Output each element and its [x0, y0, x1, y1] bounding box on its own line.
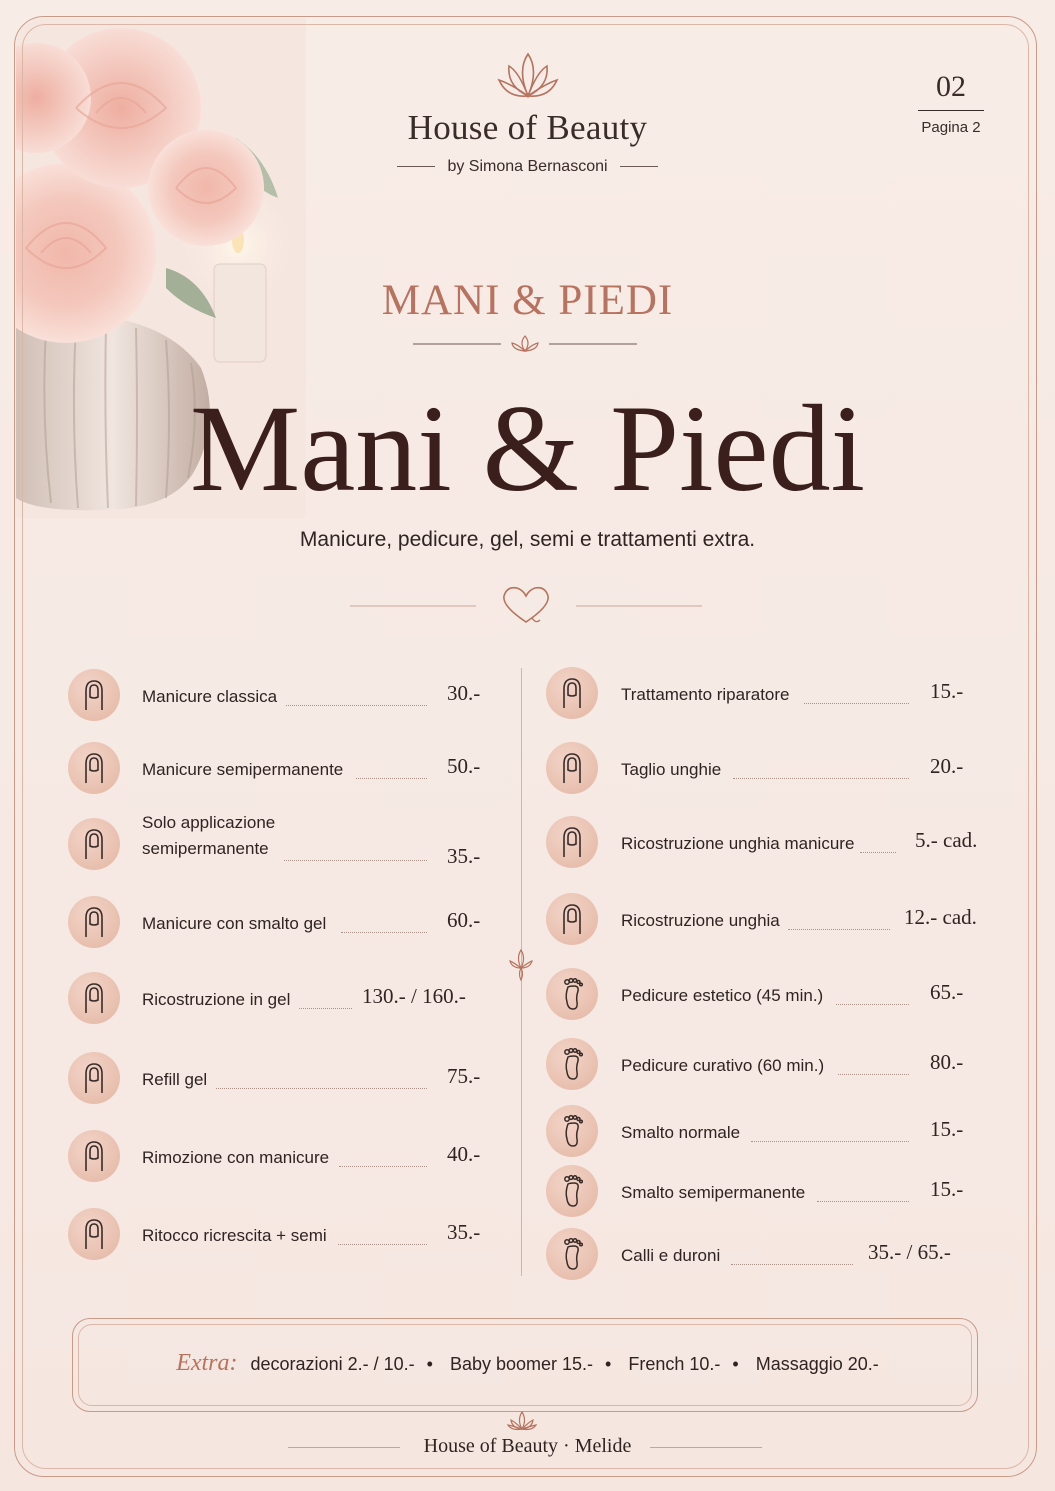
item-name: Ricostruzione unghia [621, 911, 780, 930]
item-name: Manicure con smalto gel [142, 914, 327, 933]
page-label: Pagina 2 [921, 119, 981, 136]
nail-icon [68, 1208, 120, 1260]
nail-icon [546, 667, 598, 719]
item-name: Smalto semipermanente [621, 1183, 806, 1202]
lotus-footer-icon [507, 1410, 537, 1437]
item-name: Refill gel [142, 1070, 208, 1089]
foot-icon [546, 1228, 598, 1280]
dot-leader [788, 929, 890, 930]
extra-item: decorazioni 2.- / 10.- [250, 1354, 415, 1374]
foot-icon [546, 1165, 598, 1217]
nail-icon [546, 742, 598, 794]
item-price: 20.- [930, 754, 964, 778]
item-price: 80.- [930, 1050, 964, 1074]
item-price: 130.- / 160.- [362, 984, 466, 1008]
nail-icon [68, 896, 120, 948]
dot-leader [299, 1008, 352, 1009]
item-name: Smalto normale [621, 1123, 741, 1142]
nail-icon [68, 742, 120, 794]
dot-leader [838, 1074, 909, 1075]
heart-divider-icon [350, 582, 702, 630]
dot-leader [356, 778, 427, 779]
extra-label: Extra: [176, 1350, 238, 1376]
brand-subtitle-text: by Simona Bernasconi [447, 158, 608, 175]
footer-text: House of Beauty · Melide [423, 1435, 632, 1457]
item-name: Ricostruzione unghia manicure [621, 834, 855, 853]
dot-leader [836, 1004, 909, 1005]
item-name: Trattamento riparatore [621, 685, 790, 704]
dot-leader [338, 1244, 427, 1245]
item-price: 15.- [930, 679, 964, 703]
item-price: 5.- cad. [915, 828, 978, 852]
item-price: 12.- cad. [904, 905, 977, 929]
item-price: 35.- / 65.- [868, 1240, 951, 1264]
nail-icon [68, 818, 120, 870]
dot-leader [284, 860, 427, 861]
dot-leader [733, 778, 909, 779]
brand-title: House of Beauty [407, 108, 648, 147]
extra-item: Massaggio 20.- [755, 1354, 879, 1374]
item-price: 35.- [447, 1220, 481, 1244]
nail-icon [546, 816, 598, 868]
item-price: 75.- [447, 1064, 481, 1088]
section-kicker: MANI & PIEDI [381, 277, 674, 324]
nail-icon [68, 669, 120, 721]
extra-item: Baby boomer 15.- [449, 1354, 594, 1374]
item-name: Solo applicazione [142, 813, 276, 832]
nail-icon [68, 1130, 120, 1182]
page-number-block [910, 70, 992, 136]
item-price: 50.- [447, 754, 481, 778]
dot-leader [804, 703, 909, 704]
item-price: 15.- [930, 1117, 964, 1141]
dot-leader [860, 852, 896, 853]
item-name: semipermanente [142, 839, 269, 858]
extra-item: French 10.- [628, 1354, 721, 1374]
item-price: 40.- [447, 1142, 481, 1166]
brand-subtitle [0, 158, 1055, 176]
lotus-logo-icon [497, 48, 559, 109]
lotus-divider-icon [413, 334, 637, 354]
nail-icon [68, 972, 120, 1024]
dot-leader [286, 705, 427, 706]
dot-leader [817, 1201, 909, 1202]
item-price: 35.- [447, 844, 481, 868]
foot-icon [546, 968, 598, 1020]
dot-leader [339, 1166, 427, 1167]
extra-line: Extra: decorazioni 2.- / 10.- • Baby boomer 15.- • French 10.- • Massaggio 20.- [176, 1350, 879, 1376]
foot-icon [546, 1038, 598, 1090]
foot-icon [546, 1105, 598, 1157]
item-name: Pedicure estetico (45 min.) [621, 986, 824, 1005]
item-name: Manicure semipermanente [142, 760, 344, 779]
nail-icon [546, 893, 598, 945]
section-subtitle: Manicure, pedicure, gel, semi e trattamenti extra. [299, 528, 756, 551]
dot-leader [751, 1141, 909, 1142]
item-name: Pedicure curativo (60 min.) [621, 1056, 825, 1075]
dot-leader [341, 932, 427, 933]
item-name: Ricostruzione in gel [142, 990, 291, 1009]
item-name: Rimozione con manicure [142, 1148, 330, 1167]
dot-leader [731, 1264, 853, 1265]
item-name: Manicure classica [142, 687, 278, 706]
item-name: Ritocco ricrescita + semi [142, 1226, 327, 1245]
page-number: 02 [936, 70, 966, 103]
item-price: 30.- [447, 681, 481, 705]
item-price: 65.- [930, 980, 964, 1004]
item-name: Taglio unghie [621, 760, 722, 779]
dot-leader [216, 1088, 427, 1089]
flower-ornament-icon [509, 948, 533, 987]
item-price: 15.- [930, 1177, 964, 1201]
item-name: Calli e duroni [621, 1246, 721, 1265]
nail-icon [68, 1052, 120, 1104]
item-price: 60.- [447, 908, 481, 932]
section-title: Mani & Piedi [189, 380, 866, 517]
